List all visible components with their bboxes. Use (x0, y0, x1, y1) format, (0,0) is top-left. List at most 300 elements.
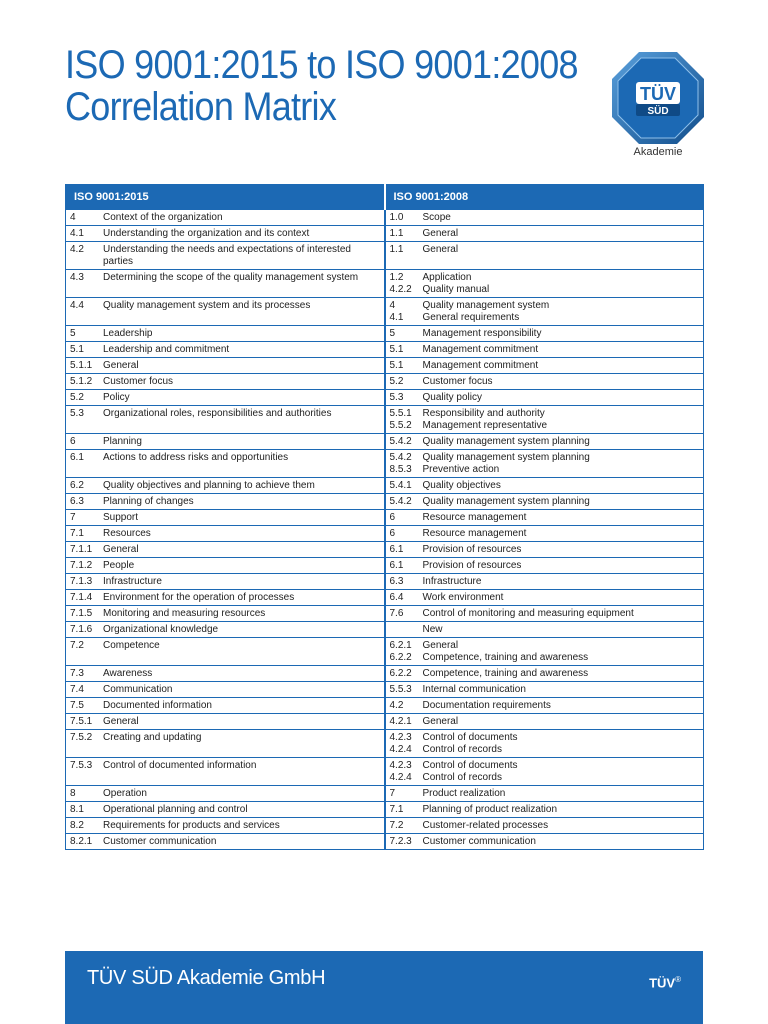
clause-entry (70, 392, 384, 404)
clause-number: 7.5 (70, 700, 84, 711)
table-row (66, 682, 704, 698)
clause-entry (390, 652, 704, 664)
clause-title: Organizational knowledge (103, 624, 219, 635)
clause-entry (390, 608, 704, 620)
clause-title: Management representative (422, 420, 548, 431)
iso2015-cell (66, 406, 385, 434)
iso2015-cell (66, 450, 385, 478)
clause-number: 4.1 (389, 312, 404, 323)
clause-title: Actions to address risks and opportunities (103, 452, 289, 463)
clause-entry (390, 772, 704, 784)
iso2015-cell (66, 390, 385, 406)
clause-number: 1.1 (389, 244, 404, 255)
iso2008-cell (385, 834, 704, 850)
iso2008-cell (385, 714, 704, 730)
clause-entry (70, 592, 384, 604)
table-row (66, 298, 704, 326)
clause-number: 4.2 (389, 700, 404, 711)
clause-number: 1.0 (389, 212, 404, 223)
table-row (66, 714, 704, 730)
table-row (66, 666, 704, 682)
iso2015-cell (66, 714, 385, 730)
clause-title: Competence (103, 640, 160, 651)
table-row (66, 342, 704, 358)
clause-entry (390, 452, 704, 464)
clause-entry (70, 716, 384, 728)
clause-number: 7.5.1 (70, 716, 93, 727)
clause-entry (390, 624, 704, 636)
clause-entry (390, 836, 704, 848)
clause-number: 7.1 (389, 804, 404, 815)
iso2015-cell (66, 210, 385, 226)
clause-title: Provision of resources (422, 544, 522, 555)
clause-entry (390, 716, 704, 728)
clause-title: Control of records (422, 772, 502, 783)
iso2008-cell (385, 786, 704, 802)
clause-title: Scope (422, 212, 451, 223)
title-line-1: ISO 9001:2015 to ISO 9001:2008 (65, 43, 578, 87)
clause-title: Control of documented information (103, 760, 257, 771)
iso2015-cell (66, 270, 385, 298)
table-row (66, 698, 704, 714)
iso2008-cell (385, 526, 704, 542)
iso2008-cell (385, 270, 704, 298)
clause-number: 6.3 (70, 496, 84, 507)
clause-title: Support (103, 512, 139, 523)
table-row (66, 510, 704, 526)
clause-title: Monitoring and measuring resources (103, 608, 266, 619)
clause-number: 1.2 (389, 272, 404, 283)
clause-entry (70, 496, 384, 508)
clause-number: 7 (70, 512, 76, 523)
clause-title: Internal communication (422, 684, 526, 695)
clause-entry (390, 392, 704, 404)
clause-number: 6.1 (70, 452, 84, 463)
clause-entry (390, 212, 704, 224)
table-row (66, 478, 704, 494)
iso2008-cell (385, 542, 704, 558)
clause-number: 8.2.1 (70, 836, 93, 847)
clause-title: Planning of product realization (422, 804, 558, 815)
clause-number: 7.1.1 (70, 544, 93, 555)
logo-text: TÜV (640, 84, 676, 104)
iso2015-cell (66, 526, 385, 542)
clause-number: 4.2.3 (389, 760, 412, 771)
clause-number: 4.2.4 (389, 772, 412, 783)
iso2015-cell (66, 682, 385, 698)
clause-title: General (422, 716, 459, 727)
iso2008-cell (385, 210, 704, 226)
iso2015-cell (66, 638, 385, 666)
iso2008-cell (385, 818, 704, 834)
clause-title: General requirements (422, 312, 520, 323)
clause-entry (70, 272, 384, 284)
clause-number: 6.2.1 (389, 640, 412, 651)
iso2008-cell (385, 434, 704, 450)
table-row (66, 758, 704, 786)
table-header-row (66, 185, 704, 210)
clause-entry (70, 544, 384, 556)
clause-number: 7.5.2 (70, 732, 93, 743)
clause-title: Leadership (103, 328, 153, 339)
clause-entry (390, 820, 704, 832)
iso2015-cell (66, 590, 385, 606)
clause-title: Responsibility and authority (422, 408, 545, 419)
clause-entry (390, 420, 704, 432)
clause-number: 6.2 (70, 480, 84, 491)
clause-title: Management commitment (422, 344, 539, 355)
iso2015-cell (66, 342, 385, 358)
iso2008-cell (385, 390, 704, 406)
clause-entry (70, 300, 384, 312)
clause-title: General (103, 360, 139, 371)
iso2008-cell (385, 242, 704, 270)
clause-entry (390, 576, 704, 588)
table-row (66, 242, 704, 270)
clause-number: 4.2.2 (389, 284, 412, 295)
clause-number: 7 (389, 788, 396, 799)
clause-entry (390, 544, 704, 556)
iso2015-cell (66, 242, 385, 270)
clause-entry (390, 700, 704, 712)
clause-entry (70, 328, 384, 340)
clause-entry (70, 228, 384, 240)
clause-number: 7.1.3 (70, 576, 93, 587)
clause-title: Documented information (103, 700, 212, 711)
clause-title: Documentation requirements (422, 700, 551, 711)
table-row (66, 818, 704, 834)
clause-title: Customer communication (103, 836, 217, 847)
clause-title: Environment for the operation of processes (103, 592, 295, 603)
iso2015-cell (66, 818, 385, 834)
clause-number: 5.4.1 (389, 480, 412, 491)
clause-entry (70, 512, 384, 524)
clause-entry (70, 244, 384, 268)
clause-entry (70, 344, 384, 356)
clause-number: 4.3 (70, 272, 84, 283)
iso2015-cell (66, 326, 385, 342)
clause-number: 7.1.2 (70, 560, 93, 571)
table-row (66, 326, 704, 342)
clause-number: 5.5.1 (389, 408, 412, 419)
iso2008-cell (385, 358, 704, 374)
iso2015-cell (66, 358, 385, 374)
clause-entry (390, 744, 704, 756)
iso2015-cell (66, 558, 385, 574)
clause-title: Quality policy (422, 392, 482, 403)
table-row (66, 210, 704, 226)
iso2008-cell (385, 698, 704, 714)
table-row (66, 526, 704, 542)
clause-entry (390, 560, 704, 572)
clause-number: 7.1.5 (70, 608, 93, 619)
clause-entry (70, 760, 384, 772)
footer-bar (65, 951, 703, 1024)
clause-entry (390, 668, 704, 680)
iso2015-cell (66, 622, 385, 638)
iso2015-cell (66, 758, 385, 786)
iso2008-cell (385, 638, 704, 666)
clause-title: Quality management system planning (422, 436, 590, 447)
footer-mark-text: TÜV (649, 975, 676, 991)
octagon-logo-icon (610, 50, 706, 146)
clause-title: Competence, training and awareness (422, 668, 589, 679)
clause-entry (70, 408, 384, 420)
clause-entry (70, 608, 384, 620)
clause-number: 7.2.3 (389, 836, 412, 847)
clause-number: 5.4.2 (389, 436, 412, 447)
iso2008-cell (385, 574, 704, 590)
clause-title: Operation (103, 788, 147, 799)
iso2008-cell (385, 226, 704, 242)
clause-title: Resource management (422, 528, 527, 539)
iso2008-cell (385, 682, 704, 698)
table-row (66, 270, 704, 298)
clause-title: Control of records (422, 744, 502, 755)
clause-title: Resource management (422, 512, 527, 523)
clause-entry (70, 480, 384, 492)
iso2015-cell (66, 542, 385, 558)
correlation-table (65, 184, 704, 850)
table-row (66, 834, 704, 850)
clause-title: Management commitment (422, 360, 539, 371)
clause-title: Determining the scope of the quality management system (103, 272, 359, 283)
iso2015-cell (66, 786, 385, 802)
iso2015-cell (66, 510, 385, 526)
table-row (66, 358, 704, 374)
clause-entry (390, 312, 704, 324)
clause-entry (390, 480, 704, 492)
clause-entry (70, 732, 384, 744)
clause-number: 6.2.2 (389, 668, 412, 679)
clause-title: Policy (103, 392, 130, 403)
clause-title: Customer focus (422, 376, 493, 387)
clause-entry (70, 212, 384, 224)
clause-entry (390, 284, 704, 296)
clause-title: General (422, 640, 459, 651)
iso2015-cell (66, 606, 385, 622)
clause-number: 5.4.2 (389, 452, 412, 463)
clause-number: 7.2 (70, 640, 84, 651)
table-body (66, 210, 704, 850)
clause-entry (70, 684, 384, 696)
clause-title: Application (422, 272, 472, 283)
iso2008-cell (385, 590, 704, 606)
clause-title: Competence, training and awareness (422, 652, 589, 663)
iso2015-cell (66, 374, 385, 390)
clause-title: Awareness (103, 668, 153, 679)
table-row (66, 494, 704, 510)
clause-title: Quality management system planning (422, 496, 590, 507)
clause-entry (70, 668, 384, 680)
clause-title: Management responsibility (422, 328, 542, 339)
table-row (66, 730, 704, 758)
clause-number: 5.1 (70, 344, 84, 355)
clause-entry (390, 244, 704, 256)
clause-title: Planning (103, 436, 142, 447)
clause-entry (70, 560, 384, 572)
clause-entry (390, 640, 704, 652)
table-row (66, 590, 704, 606)
clause-number: 7.3 (70, 668, 84, 679)
clause-number: 6 (70, 436, 76, 447)
clause-entry (390, 788, 704, 800)
table-row (66, 574, 704, 590)
clause-entry (70, 576, 384, 588)
clause-number: 5.2 (70, 392, 84, 403)
clause-entry (390, 272, 704, 284)
clause-number: 7.6 (389, 608, 404, 619)
iso2015-cell (66, 698, 385, 714)
clause-number: 5.5.2 (389, 420, 412, 431)
clause-entry (390, 512, 704, 524)
clause-number: 6.1 (389, 544, 404, 555)
iso2015-cell (66, 478, 385, 494)
clause-number: 8.2 (70, 820, 84, 831)
clause-number: 8 (70, 788, 76, 799)
clause-title: Control of monitoring and measuring equipment (422, 608, 634, 619)
clause-number: 4.4 (70, 300, 84, 311)
clause-number: 5.1.1 (70, 360, 93, 371)
clause-entry (70, 376, 384, 388)
clause-title: General (422, 244, 459, 255)
clause-number: 8.5.3 (389, 464, 412, 475)
clause-number: 6 (389, 528, 396, 539)
table-row (66, 542, 704, 558)
clause-number: 4.2.3 (389, 732, 412, 743)
clause-title: Customer communication (422, 836, 536, 847)
clause-number: 6.3 (389, 576, 404, 587)
table-row (66, 390, 704, 406)
clause-number: 1.1 (389, 228, 404, 239)
clause-title: Requirements for products and services (103, 820, 280, 831)
iso2008-cell (385, 450, 704, 478)
clause-title: Understanding the organization and its context (103, 228, 310, 239)
iso2015-cell (66, 730, 385, 758)
clause-title: Quality objectives and planning to achieve them (103, 480, 315, 491)
clause-entry (70, 788, 384, 800)
clause-entry (390, 760, 704, 772)
clause-title: Quality manual (422, 284, 490, 295)
table-row (66, 802, 704, 818)
table-row (66, 450, 704, 478)
clause-entry (390, 684, 704, 696)
clause-number: 5.3 (70, 408, 84, 419)
iso2015-cell (66, 298, 385, 326)
clause-entry (70, 528, 384, 540)
clause-title: Leadership and commitment (103, 344, 230, 355)
clause-title: Organizational roles, responsibilities and authorities (103, 408, 332, 419)
clause-number: 7.2 (389, 820, 404, 831)
clause-number: 4.1 (70, 228, 84, 239)
iso2008-cell (385, 298, 704, 326)
clause-entry (390, 360, 704, 372)
clause-number: 7.1.4 (70, 592, 93, 603)
iso2008-cell (385, 730, 704, 758)
clause-entry (390, 228, 704, 240)
title-line-2: Correlation Matrix (65, 85, 337, 129)
clause-number: 5 (70, 328, 76, 339)
clause-number: 8.1 (70, 804, 84, 815)
clause-title: General (103, 716, 139, 727)
clause-title: New (422, 624, 443, 635)
clause-number: 5.2 (389, 376, 404, 387)
clause-entry (390, 732, 704, 744)
footer-tuv-mark (649, 975, 681, 990)
clause-number (390, 624, 423, 636)
clause-entry (70, 820, 384, 832)
clause-entry (390, 804, 704, 816)
clause-number: 7.1 (70, 528, 84, 539)
clause-entry (390, 376, 704, 388)
clause-entry (70, 836, 384, 848)
clause-title: Customer focus (103, 376, 174, 387)
clause-entry (70, 436, 384, 448)
iso2008-cell (385, 622, 704, 638)
column-header-iso2015: ISO 9001:2015 (66, 185, 385, 210)
table-row (66, 558, 704, 574)
clause-title: Quality management system planning (422, 452, 590, 463)
clause-entry (390, 592, 704, 604)
iso2008-cell (385, 758, 704, 786)
clause-title: Operational planning and control (103, 804, 248, 815)
clause-title: Provision of resources (422, 560, 522, 571)
clause-title: People (103, 560, 135, 571)
iso2008-cell (385, 478, 704, 494)
clause-title: Resources (103, 528, 151, 539)
clause-number: 5.5.3 (389, 684, 412, 695)
iso2008-cell (385, 558, 704, 574)
iso2008-cell (385, 342, 704, 358)
clause-number: 4 (70, 212, 76, 223)
table-row (66, 622, 704, 638)
clause-number: 5.4.2 (389, 496, 412, 507)
clause-entry (390, 328, 704, 340)
iso2008-cell (385, 606, 704, 622)
clause-entry (70, 804, 384, 816)
iso2008-cell (385, 510, 704, 526)
clause-title: Communication (103, 684, 173, 695)
table-row (66, 226, 704, 242)
iso2015-cell (66, 494, 385, 510)
clause-number: 5.1 (389, 360, 404, 371)
clause-entry (70, 624, 384, 636)
clause-title: Preventive action (422, 464, 500, 475)
clause-title: Product realization (422, 788, 506, 799)
iso2008-cell (385, 802, 704, 818)
iso2008-cell (385, 326, 704, 342)
iso2015-cell (66, 802, 385, 818)
clause-title: Understanding the needs and expectations of interested parties (103, 244, 351, 267)
clause-title: Creating and updating (103, 732, 202, 743)
clause-title: Planning of changes (103, 496, 194, 507)
footer-company-name: TÜV SÜD Akademie GmbH (87, 967, 326, 989)
iso2015-cell (66, 834, 385, 850)
clause-number: 4.2 (70, 244, 84, 255)
iso2008-cell (385, 374, 704, 390)
iso2015-cell (66, 434, 385, 450)
clause-entry (390, 300, 704, 312)
clause-number: 5.3 (389, 392, 404, 403)
clause-title: Infrastructure (103, 576, 162, 587)
clause-title: Quality objectives (422, 480, 501, 491)
clause-number: 6.1 (389, 560, 404, 571)
iso2015-cell (66, 574, 385, 590)
clause-entry (390, 496, 704, 508)
table-row (66, 434, 704, 450)
logo-subtext: SÜD (647, 106, 669, 117)
tuv-sud-logo (610, 50, 706, 162)
